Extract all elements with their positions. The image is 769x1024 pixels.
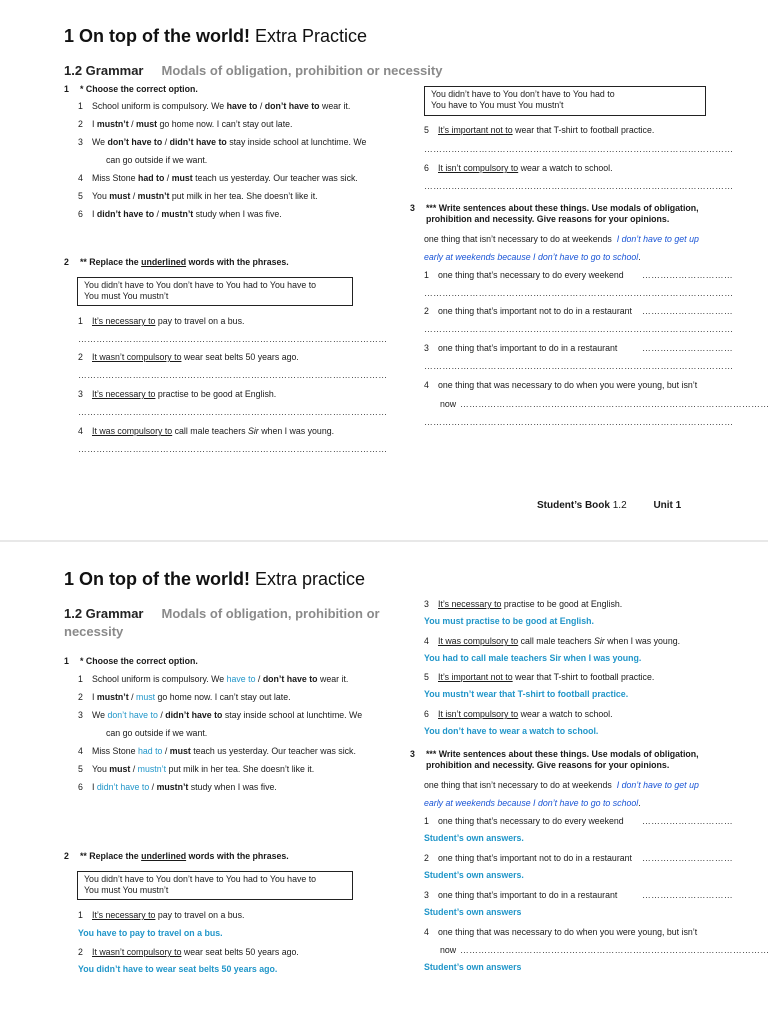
option-b[interactable]: didn’t have to bbox=[169, 137, 227, 147]
exercise-item bbox=[424, 162, 613, 174]
item-text: one thing that was necessary to do when you were young, but isn’t bbox=[438, 380, 698, 390]
answer-text: You have to pay to travel on a bus. bbox=[78, 928, 223, 938]
item-number: 3 bbox=[424, 890, 429, 900]
answer-line[interactable]: ………………………………………………………………………………………… bbox=[78, 370, 388, 380]
item-number: 4 bbox=[424, 380, 429, 390]
exercise-item bbox=[424, 269, 624, 281]
answer-line[interactable]: ………………………………………………………………………………………… bbox=[424, 361, 734, 371]
answer-text: Student’s own answers. bbox=[424, 833, 524, 843]
item-text: go home now. I can’t stay out late. bbox=[155, 692, 291, 702]
answer-line[interactable]: ………………………………………………………………………………………… bbox=[424, 144, 734, 154]
option-separator: / bbox=[128, 119, 136, 129]
exercise-item bbox=[424, 342, 617, 354]
exercise-item bbox=[78, 763, 314, 775]
exercise-item bbox=[78, 745, 356, 757]
item-text: one thing that’s important to do in a restaurant bbox=[438, 890, 618, 900]
page-title: 1 On top of the world! Extra practice bbox=[64, 569, 366, 589]
exercise-item bbox=[78, 425, 334, 437]
item-text: I bbox=[92, 782, 97, 792]
exercise-item bbox=[78, 691, 291, 703]
worksheet-page-2-answers bbox=[0, 542, 768, 1024]
answer-line[interactable]: ………………………………………………………………………………………… bbox=[78, 444, 388, 454]
option-separator: / bbox=[149, 782, 157, 792]
item-text: I bbox=[92, 209, 97, 219]
exercise-2-heading: 2 ** Replace the underlined words with the phrases. bbox=[64, 257, 289, 267]
option-separator: / bbox=[157, 710, 166, 720]
item-text: wear seat belts 50 years ago. bbox=[181, 352, 299, 362]
exercise-item bbox=[78, 208, 282, 220]
exercise-1-heading: 1 * Choose the correct option. bbox=[64, 84, 198, 94]
item-text: wear a watch to school. bbox=[518, 163, 613, 173]
item-text: School uniform is compulsory. We bbox=[92, 101, 227, 111]
item-number: 4 bbox=[424, 636, 429, 646]
item-text: Miss Stone bbox=[92, 746, 138, 756]
answer-text: You must practise to be good at English. bbox=[424, 616, 594, 626]
item-number: 6 bbox=[78, 209, 83, 219]
underlined-phrase: It isn’t compulsory to bbox=[438, 709, 519, 719]
item-number: 3 bbox=[424, 343, 429, 353]
item-text: study when I was five. bbox=[188, 782, 277, 792]
item-text: stay inside school at lunchtime. We bbox=[222, 710, 363, 720]
item-number: 5 bbox=[78, 191, 83, 201]
item-number: 2 bbox=[78, 692, 83, 702]
item-text: study when I was five. bbox=[193, 209, 282, 219]
answer-text: Student’s own answers bbox=[424, 907, 522, 917]
option-b[interactable]: didn’t have to bbox=[165, 710, 223, 720]
option-b[interactable]: must bbox=[171, 173, 193, 183]
item-text: I bbox=[92, 692, 97, 702]
option-separator: / bbox=[130, 764, 138, 774]
item-text: pay to travel on a bus. bbox=[155, 316, 245, 326]
answer-text: You had to call male teachers Sir when I was young. bbox=[424, 653, 642, 663]
option-separator: / bbox=[128, 692, 136, 702]
page-title: 1 On top of the world! Extra Practice bbox=[64, 26, 368, 46]
item-text: teach us yesterday. Our teacher was sick. bbox=[192, 173, 358, 183]
item-text: wear seat belts 50 years ago. bbox=[181, 947, 299, 957]
exercise-item bbox=[78, 709, 362, 721]
answer-text: You mustn’t wear that T-shirt to football practice. bbox=[424, 689, 629, 699]
item-text: practise to be good at English. bbox=[501, 599, 623, 609]
item-number: 1 bbox=[78, 910, 83, 920]
exercise-2-heading: 2 ** Replace the underlined words with the phrases. bbox=[64, 851, 289, 861]
underlined-phrase: It’s important not to bbox=[438, 125, 513, 135]
item-number: 1 bbox=[78, 674, 83, 684]
item-number: 4 bbox=[78, 173, 83, 183]
item-text: one thing that’s important not to do in a restaurant bbox=[438, 853, 632, 863]
option-b[interactable]: must bbox=[136, 119, 158, 129]
item-number: 3 bbox=[78, 710, 83, 720]
underlined-phrase: It wasn’t compulsory to bbox=[92, 947, 182, 957]
item-text: call male teachers bbox=[518, 636, 594, 646]
phrase-box: You didn’t have to You don’t have to You had to You have to You must You mustn’t bbox=[77, 277, 353, 306]
item-text: You bbox=[92, 191, 110, 201]
item-text: wear that T-shirt to football practice. bbox=[512, 125, 655, 135]
phrase-box-right: You didn’t have to You don’t have to You had to You have to You must You mustn't bbox=[424, 86, 706, 116]
exercise-item bbox=[424, 926, 697, 938]
option-separator: / bbox=[257, 101, 265, 111]
exercise-item bbox=[78, 781, 277, 793]
section-heading: 1.2 Grammar Modals of obligation, prohibition or necessity bbox=[64, 606, 380, 639]
item-text: put milk in her tea. She doesn’t like it. bbox=[166, 764, 315, 774]
answer-text: Student’s own answers bbox=[424, 962, 522, 972]
exercise-item bbox=[424, 124, 654, 136]
item-text: wear it. bbox=[317, 674, 349, 684]
option-separator: / bbox=[162, 746, 170, 756]
option-a[interactable]: don’t have to bbox=[107, 137, 163, 147]
answer-line[interactable]: ………………………………………………………………………………………… bbox=[424, 288, 734, 298]
item-number: 5 bbox=[424, 125, 429, 135]
item-text: when I was young. bbox=[604, 636, 681, 646]
item-text: pay to travel on a bus. bbox=[155, 910, 245, 920]
option-a[interactable]: have to bbox=[226, 674, 256, 684]
exercise-1-heading: 1 * Choose the correct option. bbox=[64, 656, 198, 666]
answer-line[interactable]: ………………………… bbox=[642, 270, 733, 280]
item-text-italic: Sir bbox=[593, 636, 605, 646]
item-number: 4 bbox=[78, 746, 83, 756]
item-number: 5 bbox=[424, 672, 429, 682]
exercise-item bbox=[78, 100, 350, 112]
answer-line[interactable]: ………………………… bbox=[642, 306, 733, 316]
item-text: You bbox=[92, 764, 110, 774]
item-number: 6 bbox=[424, 709, 429, 719]
item-text: can go outside if we want. bbox=[106, 728, 208, 738]
exercise-item bbox=[424, 305, 632, 317]
option-b[interactable]: don’t have to bbox=[264, 101, 320, 111]
item-text-italic: Sir bbox=[247, 426, 259, 436]
exercise-item bbox=[78, 388, 276, 400]
option-b[interactable]: must bbox=[169, 746, 191, 756]
underlined-phrase: It was compulsory to bbox=[438, 636, 519, 646]
option-a[interactable]: mustn’t bbox=[96, 119, 129, 129]
item-text: can go outside if we want. bbox=[106, 155, 208, 165]
underlined-phrase: It’s important not to bbox=[438, 672, 513, 682]
exercise-item bbox=[78, 136, 366, 148]
item-number: 4 bbox=[424, 927, 429, 937]
option-b[interactable]: mustn’t bbox=[137, 764, 167, 774]
answer-line[interactable]: ………………………………………………………………………………………… bbox=[460, 399, 769, 409]
exercise-item bbox=[424, 635, 680, 647]
item-number: 2 bbox=[78, 352, 83, 362]
answer-line[interactable]: ………………………… bbox=[642, 816, 733, 826]
item-text: practise to be good at English. bbox=[155, 389, 277, 399]
option-b[interactable]: don’t have to bbox=[262, 674, 318, 684]
answer-line[interactable]: ………………………………………………………………………………………… bbox=[424, 417, 734, 427]
answer-line[interactable]: ………………………………………………………………………………………… bbox=[424, 324, 734, 334]
answer-line[interactable]: ………………………… bbox=[642, 343, 733, 353]
exercise-item bbox=[424, 815, 624, 827]
item-number: 2 bbox=[424, 853, 429, 863]
item-number: 1 bbox=[78, 316, 83, 326]
item-text: wear it. bbox=[319, 101, 351, 111]
exercise-item bbox=[78, 946, 299, 958]
item-number: 3 bbox=[78, 389, 83, 399]
exercise-item bbox=[78, 172, 358, 184]
answer-line[interactable]: ………………………………………………………………………………………… bbox=[78, 407, 388, 417]
item-text: wear a watch to school. bbox=[518, 709, 613, 719]
underlined-phrase: It’s necessary to bbox=[92, 389, 156, 399]
exercise-item bbox=[78, 315, 244, 327]
option-separator: / bbox=[162, 137, 170, 147]
answer-text: You didn’t have to wear seat belts 50 years ago. bbox=[78, 964, 278, 974]
answer-line[interactable]: ………………………… bbox=[642, 853, 733, 863]
item-text: when I was young. bbox=[258, 426, 335, 436]
item-number: 1 bbox=[78, 101, 83, 111]
item-number: 4 bbox=[78, 426, 83, 436]
exercise-3-example: one thing that isn’t necessary to do at weekends I don’t have to get up bbox=[424, 234, 699, 244]
exercise-3-heading: 3 *** Write sentences about these things. Use modals of obligation, prohibition and necessity. Give reasons for your opinions. bbox=[410, 203, 699, 224]
answer-line[interactable]: ………………………………………………………………………………………… bbox=[460, 945, 769, 955]
underlined-phrase: It was compulsory to bbox=[92, 426, 173, 436]
exercise-item bbox=[424, 379, 697, 391]
answer-line[interactable]: ………………………………………………………………………………………… bbox=[78, 334, 388, 344]
item-text: one thing that’s necessary to do every weekend bbox=[438, 816, 624, 826]
exercise-item bbox=[78, 118, 293, 130]
option-a[interactable]: had to bbox=[137, 173, 165, 183]
item-text: one thing that was necessary to do when you were young, but isn’t bbox=[438, 927, 698, 937]
item-number: 3 bbox=[424, 599, 429, 609]
item-text: teach us yesterday. Our teacher was sick. bbox=[190, 746, 356, 756]
exercise-3-example-cont: early at weekends because I don’t have to go to school. bbox=[424, 252, 641, 262]
section-heading: 1.2 Grammar Modals of obligation, prohibition or necessity bbox=[64, 63, 443, 78]
underlined-phrase: It isn’t compulsory to bbox=[438, 163, 519, 173]
item-number: 2 bbox=[78, 947, 83, 957]
option-a[interactable]: must bbox=[109, 764, 131, 774]
item-text: wear that T-shirt to football practice. bbox=[512, 672, 655, 682]
answer-line[interactable]: ………………………… bbox=[642, 890, 733, 900]
exercise-3-heading: 3 *** Write sentences about these things. Use modals of obligation, prohibition and necessity. Give reasons for your opinions. bbox=[410, 749, 699, 770]
answer-line[interactable]: ………………………………………………………………………………………… bbox=[424, 181, 734, 191]
option-a[interactable]: didn’t have to bbox=[96, 782, 150, 792]
item-text: one thing that’s necessary to do every weekend bbox=[438, 270, 624, 280]
item-text: I bbox=[92, 119, 97, 129]
item-text: School uniform is compulsory. We bbox=[92, 674, 227, 684]
exercise-item bbox=[424, 852, 632, 864]
option-separator: / bbox=[130, 191, 138, 201]
exercise-item bbox=[424, 598, 622, 610]
item-text: one thing that’s important to do in a restaurant bbox=[438, 343, 618, 353]
option-b[interactable]: mustn’t bbox=[137, 191, 170, 201]
item-number: 5 bbox=[78, 764, 83, 774]
option-separator: / bbox=[154, 209, 162, 219]
option-a[interactable]: have to bbox=[226, 101, 258, 111]
exercise-item bbox=[78, 673, 348, 685]
exercise-item bbox=[78, 909, 244, 921]
option-a[interactable]: mustn’t bbox=[96, 692, 129, 702]
item-text: put milk in her tea. She doesn’t like it. bbox=[169, 191, 318, 201]
answer-text: Student’s own answers. bbox=[424, 870, 524, 880]
item-text: go home now. I can’t stay out late. bbox=[157, 119, 293, 129]
page-footer: Student’s Book 1.2 Unit 1 bbox=[537, 500, 682, 511]
item-text: stay inside school at lunchtime. We bbox=[226, 137, 367, 147]
option-separator: / bbox=[164, 173, 172, 183]
item-number: 3 bbox=[78, 137, 83, 147]
underlined-phrase: It’s necessary to bbox=[92, 910, 156, 920]
underlined-phrase: It’s necessary to bbox=[92, 316, 156, 326]
item-text: Miss Stone bbox=[92, 173, 138, 183]
option-a[interactable]: must bbox=[109, 191, 131, 201]
exercise-item bbox=[424, 708, 613, 720]
item-number: 1 bbox=[424, 816, 429, 826]
exercise-item bbox=[78, 154, 207, 166]
exercise-item bbox=[78, 351, 299, 363]
option-b[interactable]: mustn’t bbox=[161, 209, 194, 219]
exercise-item bbox=[78, 727, 207, 739]
item-number: 2 bbox=[424, 306, 429, 316]
underlined-phrase: It wasn’t compulsory to bbox=[92, 352, 182, 362]
exercise-3-item-4-cont: now bbox=[440, 399, 457, 409]
phrase-box: You didn’t have to You don’t have to You had to You have to You must You mustn’t bbox=[77, 871, 353, 900]
exercise-3-item-4-cont: now bbox=[440, 945, 457, 955]
option-b[interactable]: mustn’t bbox=[156, 782, 189, 792]
exercise-item bbox=[424, 671, 654, 683]
item-text: We bbox=[92, 137, 108, 147]
item-text: We bbox=[92, 710, 108, 720]
item-number: 1 bbox=[424, 270, 429, 280]
exercise-item bbox=[78, 190, 318, 202]
item-text: one thing that’s important not to do in a restaurant bbox=[438, 306, 632, 316]
option-separator: / bbox=[255, 674, 263, 684]
item-number: 6 bbox=[424, 163, 429, 173]
underlined-phrase: It’s necessary to bbox=[438, 599, 502, 609]
option-b[interactable]: must bbox=[136, 692, 156, 702]
exercise-3-example-cont: early at weekends because I don’t have to go to school. bbox=[424, 798, 641, 808]
item-number: 2 bbox=[78, 119, 83, 129]
item-text: call male teachers bbox=[172, 426, 248, 436]
option-a[interactable]: had to bbox=[137, 746, 163, 756]
option-a[interactable]: don’t have to bbox=[107, 710, 158, 720]
option-a[interactable]: didn’t have to bbox=[96, 209, 155, 219]
item-number: 6 bbox=[78, 782, 83, 792]
answer-text: You don’t have to wear a watch to school. bbox=[424, 726, 599, 736]
exercise-item bbox=[424, 889, 617, 901]
exercise-3-example: one thing that isn’t necessary to do at weekends I don’t have to get up bbox=[424, 780, 699, 790]
